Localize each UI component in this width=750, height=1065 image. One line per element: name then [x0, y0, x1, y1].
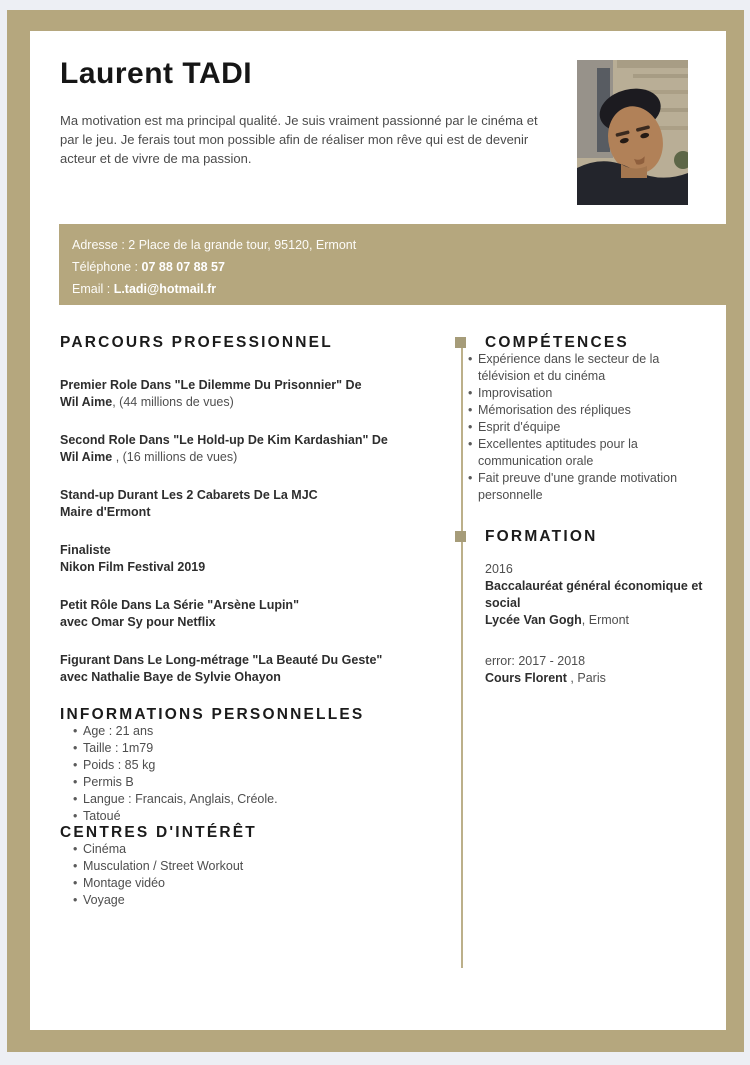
list-item: • Fait preuve d'une grande motivation personnelle	[455, 470, 696, 504]
contact-bar	[59, 224, 726, 305]
section-title-experience: PARCOURS PROFESSIONNEL	[60, 334, 333, 351]
experience-entry: Petit Rôle Dans La Série "Arsène Lupin" avec Omar Sy pour Netflix	[60, 598, 299, 629]
experience-entry: Premier Role Dans "Le Dilemme Du Prisonnier" De Wil Aime, (44 millions de vues)	[60, 378, 362, 409]
list-item: • Expérience dans le secteur de la télévision et du cinéma	[455, 351, 696, 385]
left-column	[60, 335, 452, 909]
education-school: Lycée Van Gogh, Ermont	[485, 613, 630, 627]
skills-section-header	[455, 335, 726, 351]
interests-list	[60, 841, 452, 909]
resume-page	[30, 31, 726, 1030]
list-item: • Excellentes aptitudes pour la communication orale	[455, 436, 696, 470]
address-value: 2 Place de la grande tour, 95120, Ermont	[128, 238, 357, 252]
section-title-personal-info: INFORMATIONS PERSONNELLES	[60, 706, 365, 723]
list-item: • Age : 21 ans	[60, 723, 452, 740]
list-item: • Voyage	[60, 892, 452, 909]
contact-email	[72, 278, 716, 300]
experience-entry: Figurant Dans Le Long-métrage "La Beauté Du Geste" avec Nathalie Baye de Sylvie Ohayon	[60, 653, 383, 684]
right-column	[455, 335, 726, 687]
list-item: • Poids : 85 kg	[60, 757, 452, 774]
experience-entries	[60, 377, 452, 686]
personal-info-list	[60, 723, 452, 825]
page-title: Laurent TADI	[60, 57, 253, 90]
list-item: • Permis B	[60, 774, 452, 791]
section-title-interests: CENTRES D'INTÉRÊT	[60, 824, 257, 841]
email-value: L.tadi@hotmail.fr	[113, 282, 217, 296]
education-entry	[485, 561, 705, 629]
experience-entry: Stand-up Durant Les 2 Cabarets De La MJC Maire d'Ermont	[60, 488, 318, 519]
section-marker-square	[455, 531, 466, 542]
list-item: • Tatoué	[60, 808, 452, 825]
skills-list	[455, 351, 696, 504]
profile-photo-image	[577, 60, 688, 205]
education-degree: Baccalauréat général économique et social	[485, 579, 703, 610]
education-school: Cours Florent , Paris	[485, 671, 606, 685]
education-period: error: 2017 - 2018	[485, 654, 586, 668]
email-label: Email :	[72, 282, 111, 296]
section-title-education: FORMATION	[485, 528, 598, 545]
phone-value: 07 88 07 88 57	[141, 260, 225, 274]
list-item: • Cinéma	[60, 841, 452, 858]
experience-entry: Second Role Dans "Le Hold-up De Kim Kardashian" De Wil Aime , (16 millions de vues)	[60, 433, 388, 464]
page-frame	[7, 10, 744, 1052]
list-item: • Langue : Francais, Anglais, Créole.	[60, 791, 452, 808]
contact-phone	[72, 256, 716, 278]
phone-label: Téléphone :	[72, 260, 139, 274]
list-item: • Esprit d'équipe	[455, 419, 696, 436]
education-entry	[485, 653, 705, 687]
contact-address	[72, 234, 716, 256]
intro-text: Ma motivation est ma principal qualité. Je suis vraiment passionné par le cinéma et par le jeu. Je ferais tout mon possible afin de réaliser mon rêve qui est de devenir acteur et de vivre de ma passion.	[60, 113, 538, 166]
list-item: • Improvisation	[455, 385, 696, 402]
list-item: • Taille : 1m79	[60, 740, 452, 757]
education-period: 2016	[485, 562, 513, 576]
list-item: • Mémorisation des répliques	[455, 402, 696, 419]
address-label: Adresse :	[72, 238, 125, 252]
list-item: • Montage vidéo	[60, 875, 452, 892]
list-item: • Musculation / Street Workout	[60, 858, 452, 875]
section-marker-square	[455, 337, 466, 348]
profile-photo	[577, 60, 688, 205]
experience-entry: Finaliste Nikon Film Festival 2019	[60, 543, 206, 574]
section-title-skills: COMPÉTENCES	[485, 334, 629, 351]
education-section-header	[455, 529, 726, 545]
